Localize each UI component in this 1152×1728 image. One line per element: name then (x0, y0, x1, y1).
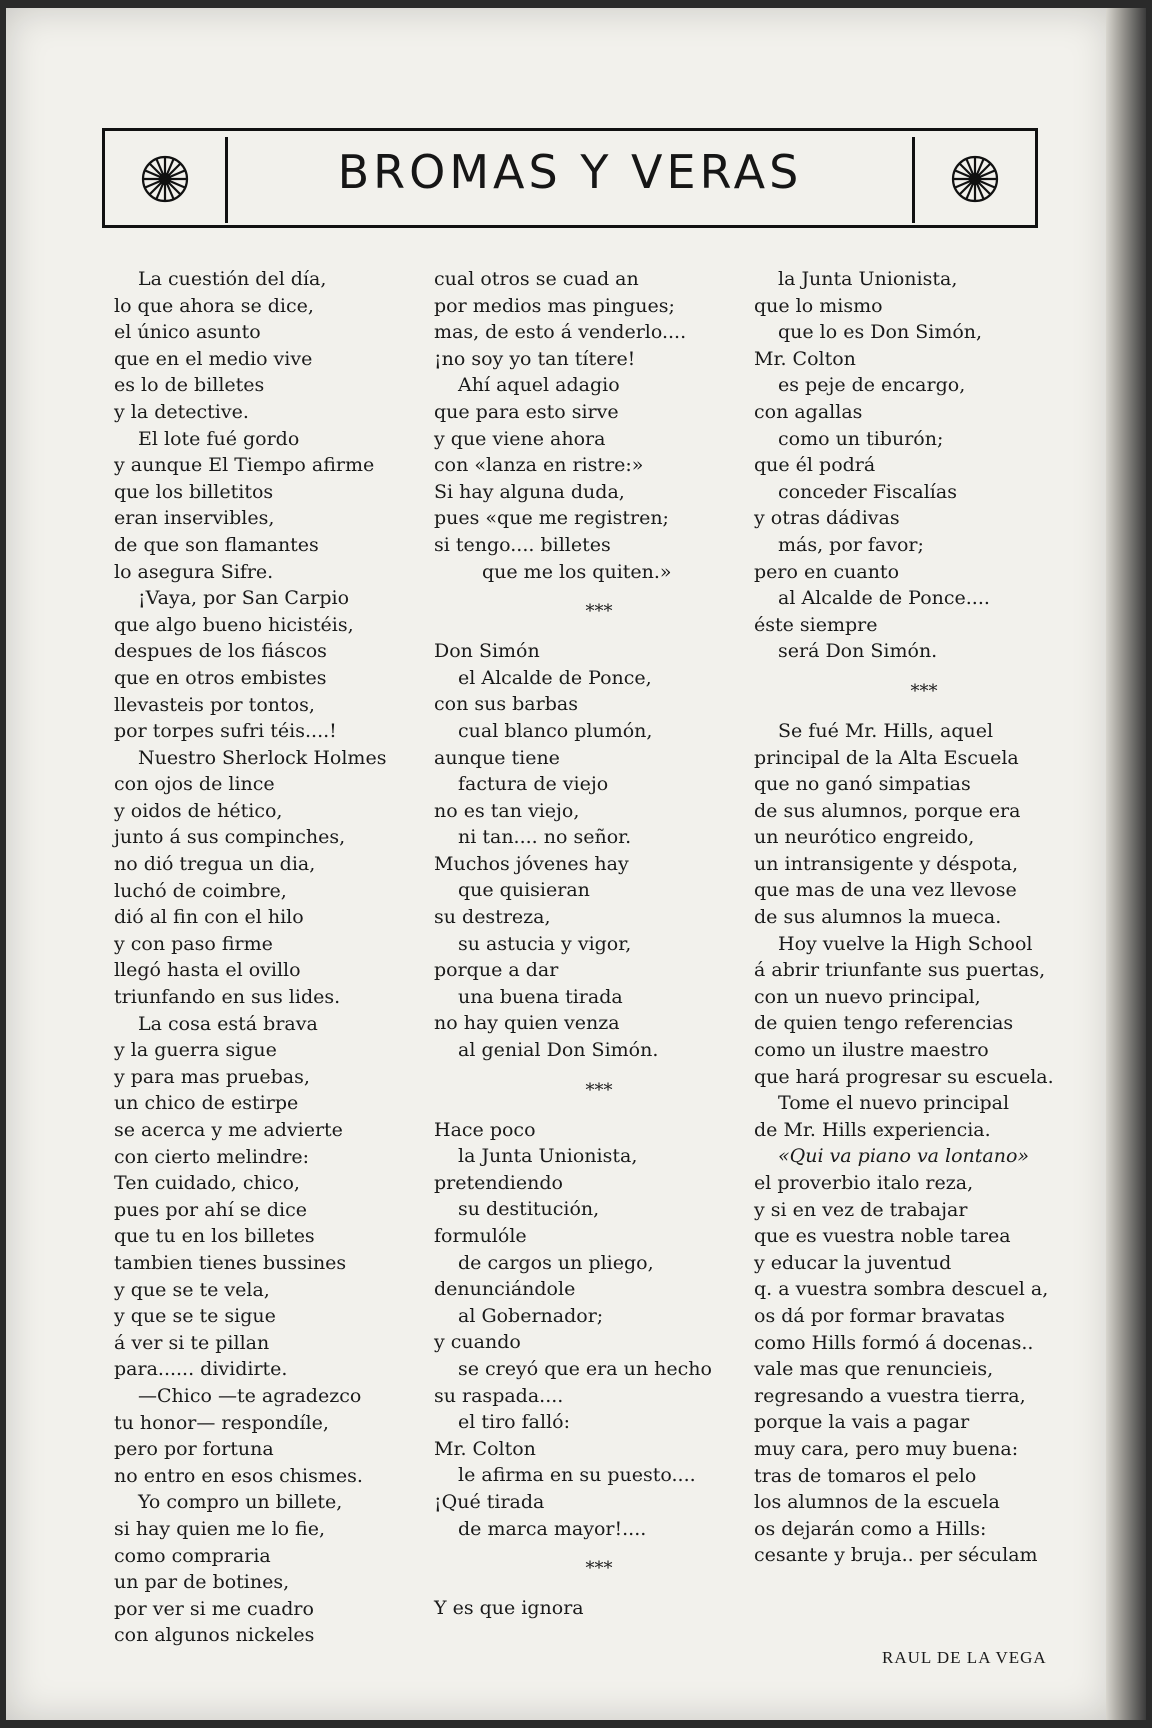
verse-line: la Junta Unionista, (458, 1145, 638, 1168)
verse-line: su destreza, (434, 906, 551, 929)
verse-line: que lo es Don Simón, (778, 321, 983, 344)
verse-line: —Chico —te agradezco (138, 1384, 362, 1407)
verse-line: como un tiburón; (778, 427, 944, 450)
verse-line: á ver si te pillan (114, 1331, 270, 1354)
verse-line: más, por favor; (778, 533, 924, 556)
verse-line: tambien tienes bussines (114, 1251, 347, 1274)
verse-line: por ver si me cuadro (114, 1597, 314, 1620)
verse-line: con un nuevo principal, (754, 985, 981, 1008)
verse-line: denunciándole (434, 1278, 576, 1301)
verse-line: Tome el nuevo principal (778, 1092, 1010, 1115)
section-header (102, 128, 1038, 228)
verse-line: tu honor— respondíle, (114, 1411, 329, 1434)
header-divider-left (225, 137, 228, 223)
verse-line: pues «que me registren; (434, 507, 669, 530)
verse-line: un chico de estirpe (114, 1092, 299, 1115)
verse-line: como un ilustre maestro (754, 1039, 989, 1062)
verse-line: regresando a vuestra tierra, (754, 1384, 1026, 1407)
verse-line: su destitución, (458, 1198, 600, 1221)
verse-line: por medios mas pingues; (434, 294, 675, 317)
verse-line: y aunque El Tiempo afirme (114, 454, 375, 477)
verse-line: de Mr. Hills experiencia. (754, 1118, 991, 1141)
verse-line: si tengo.... billetes (434, 533, 611, 556)
verse-line: el proverbio italo reza, (754, 1172, 974, 1194)
verse-line: Se fué Mr. Hills, aquel (778, 719, 994, 742)
text-column-1 (114, 266, 424, 1649)
rosette-ornament-icon (139, 153, 191, 205)
verse-line: un par de botines, (114, 1571, 290, 1594)
verse-line: y educar la juventud (754, 1251, 952, 1274)
verse-line: Yo compro un billete, (138, 1491, 343, 1514)
verse-line: y otras dádivas (754, 507, 900, 530)
verse-line: Don Simón (434, 640, 540, 663)
verse-line: Ten cuidado, chico, (114, 1172, 300, 1195)
verse-line: al Gobernador; (458, 1304, 604, 1327)
verse-line: pero en cuanto (754, 560, 900, 583)
verse-line: vale mas que renuncieis, (754, 1358, 994, 1381)
verse-line: al genial Don Simón. (458, 1039, 659, 1062)
verse-line: le afirma en su puesto.... (458, 1464, 696, 1487)
verse-line: Mr. Colton (754, 347, 856, 370)
verse-line: pretendiendo (434, 1171, 563, 1194)
author-signature: RAUL DE LA VEGA (882, 1648, 1047, 1667)
verse-line: dió al fin con el hilo (114, 906, 304, 929)
verse-line: ¡Qué tirada (434, 1490, 545, 1513)
verse-line: que lo mismo (754, 294, 883, 317)
verse-line: principal de la Alta Escuela (754, 746, 1019, 769)
verse-line: de que son flamantes (114, 533, 319, 556)
verse-line: muy cara, pero muy buena: (754, 1437, 1019, 1460)
verse-line: q. a vuestra sombra descuel a, (754, 1278, 1049, 1301)
verse-line: por torpes sufri téis....! (114, 720, 337, 743)
verse-line: que tu en los billetes (114, 1225, 315, 1248)
verse-line: la Junta Unionista, (778, 268, 958, 290)
verse-line: La cuestión del día, (138, 268, 327, 290)
section-separator: *** (585, 601, 613, 623)
verse-line: factura de viejo (458, 773, 609, 796)
verse-line: al Alcalde de Ponce.... (778, 587, 990, 610)
verse-line: y oidos de hético, (114, 799, 283, 822)
verse-line: no entro en esos chismes. (114, 1464, 363, 1487)
verse-line: conceder Fiscalías (778, 480, 957, 503)
verse-line: Hoy vuelve la High School (778, 932, 1033, 955)
verse-line: que me los quiten.» (482, 560, 672, 583)
verse-line: y cuando (434, 1331, 521, 1354)
verse-line: un intransigente y déspota, (754, 852, 1019, 875)
verse-line: y la guerra sigue (114, 1039, 277, 1062)
verse-line: con sus barbas (434, 693, 578, 716)
verse-line: lo asegura Sifre. (114, 560, 274, 583)
verse-line: que en el medio vive (114, 347, 313, 370)
section-separator: *** (910, 680, 938, 702)
verse-line: los alumnos de la escuela (754, 1491, 1000, 1514)
verse-line: que quisieran (458, 879, 590, 902)
verse-line: se creyó que era un hecho (458, 1357, 712, 1380)
verse-line: para...... dividirte. (114, 1358, 288, 1381)
verse-line: de marca mayor!.... (458, 1517, 647, 1540)
verse-line: con algunos nickeles (114, 1624, 315, 1647)
verse-line: despues de los fiáscos (114, 640, 327, 663)
section-separator: *** (585, 1558, 613, 1580)
verse-line: El lote fué gordo (138, 427, 300, 450)
verse-line: cual blanco plumón, (458, 719, 653, 742)
verse-line: Mr. Colton (434, 1437, 536, 1460)
verse-line: ¡no soy yo tan títere! (434, 347, 636, 370)
verse-line: que hará progresar su escuela. (754, 1065, 1054, 1088)
verse-line: cual otros se cuad an (434, 268, 639, 290)
verse-line: que él podrá (754, 454, 876, 477)
verse-line: que algo bueno hicistéis, (114, 613, 354, 636)
verse-line: que mas de una vez llevose (754, 879, 1017, 902)
verse-line: llegó hasta el ovillo (114, 959, 301, 982)
verse-line: y que viene ahora (434, 427, 606, 450)
verse-line: eran inservibles, (114, 507, 275, 530)
verse-line: una buena tirada (458, 985, 623, 1008)
verse-line: no dió tregua un dia, (114, 853, 316, 876)
verse-line: y con paso firme (114, 932, 273, 955)
verse-line: lo que ahora se dice, (114, 294, 314, 317)
verse-line: y que se te sigue (114, 1305, 276, 1328)
verse-line: su raspada.... (434, 1384, 564, 1407)
verse-line: de quien tengo referencias (754, 1012, 1014, 1035)
verse-line: tras de tomaros el pelo (754, 1464, 977, 1487)
verse-line: que los billetitos (114, 480, 274, 503)
verse-line: La cosa está brava (138, 1012, 318, 1035)
verse-line: junto á sus compinches, (114, 826, 346, 849)
verse-line: un neurótico engreido, (754, 826, 975, 849)
verse-line: no hay quien venza (434, 1012, 620, 1035)
verse-line: y para mas pruebas, (114, 1065, 310, 1088)
text-column-2 (434, 266, 764, 1622)
verse-line: porque a dar (434, 959, 559, 982)
verse-line: y que se te vela, (114, 1278, 270, 1301)
verse-line: Ahí aquel adagio (458, 374, 620, 397)
verse-line: Nuestro Sherlock Holmes (138, 746, 387, 769)
page-edge (1106, 8, 1146, 1720)
verse-line: si hay quien me lo fie, (114, 1517, 326, 1540)
verse-line: «Qui va piano va lontano» (778, 1145, 1030, 1168)
verse-line: de sus alumnos, porque era (754, 799, 1021, 822)
verse-line: éste siempre (754, 613, 878, 636)
verse-line: os dejarán como a Hills: (754, 1517, 987, 1540)
verse-line: os dá por formar bravatas (754, 1304, 1005, 1327)
verse-line: luchó de coimbre, (114, 879, 287, 902)
verse-line: porque la vais a pagar (754, 1411, 970, 1434)
header-divider-right (912, 137, 915, 223)
verse-line: pero por fortuna (114, 1438, 274, 1461)
verse-line: de sus alumnos la mueca. (754, 906, 1002, 929)
verse-line: que en otros embistes (114, 666, 327, 689)
verse-line: no es tan viejo, (434, 799, 580, 822)
rosette-ornament-icon (949, 153, 1001, 205)
verse-line: y la detective. (114, 400, 249, 423)
verse-line: y si en vez de trabajar (754, 1198, 968, 1221)
verse-line: mas, de esto á venderlo.... (434, 321, 687, 344)
page-title: BROMAS Y VERAS (337, 145, 803, 199)
verse-line: ni tan.... no señor. (458, 826, 632, 849)
verse-line: el Alcalde de Ponce, (458, 666, 652, 689)
verse-line: Hace poco (434, 1118, 536, 1141)
verse-line: llevasteis por tontos, (114, 693, 315, 716)
verse-line: Y es que ignora (434, 1597, 584, 1620)
verse-line: triunfando en sus lides. (114, 986, 341, 1009)
verse-line: es peje de encargo, (778, 374, 966, 397)
verse-line: con «lanza en ristre:» (434, 454, 644, 477)
verse-line: Muchos jóvenes hay (434, 852, 629, 875)
magazine-page (6, 8, 1112, 1720)
verse-line: Si hay alguna duda, (434, 480, 625, 503)
verse-line: el único asunto (114, 321, 261, 344)
verse-line: como compraria (114, 1544, 271, 1567)
verse-line: con cierto melindre: (114, 1145, 310, 1168)
verse-line: se acerca y me advierte (114, 1119, 343, 1141)
verse-line: será Don Simón. (778, 640, 938, 663)
section-separator: *** (585, 1079, 613, 1101)
verse-line: que para esto sirve (434, 400, 619, 423)
verse-line: á abrir triunfante sus puertas, (754, 959, 1046, 982)
verse-line: es lo de billetes (114, 374, 265, 397)
verse-line: formulóle (434, 1225, 527, 1247)
verse-line: como Hills formó á docenas.. (754, 1331, 1034, 1354)
verse-line: aunque tiene (434, 746, 560, 769)
verse-line: de cargos un pliego, (458, 1251, 654, 1274)
verse-line: el tiro falló: (458, 1411, 570, 1434)
verse-line: su astucia y vigor, (458, 932, 632, 955)
verse-line: cesante y bruja.. per séculam (754, 1544, 1038, 1567)
verse-line: que es vuestra noble tarea (754, 1225, 1011, 1248)
verse-line: que no ganó simpatias (754, 773, 971, 796)
verse-line: pues por ahí se dice (114, 1198, 307, 1221)
verse-line: con ojos de lince (114, 773, 275, 796)
text-column-3 (754, 266, 1094, 1569)
verse-line: ¡Vaya, por San Carpio (138, 587, 350, 610)
verse-line: con agallas (754, 400, 863, 423)
